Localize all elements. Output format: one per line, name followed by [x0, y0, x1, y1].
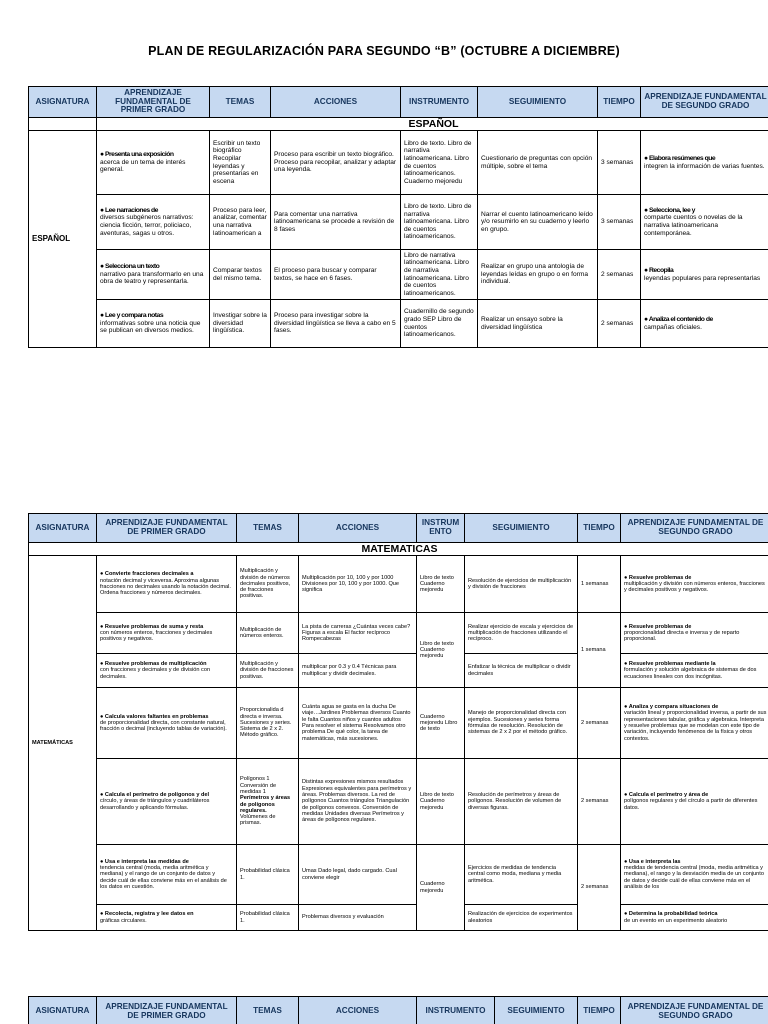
table-row [29, 556, 768, 613]
acciones-cell: Problemas diversos y evaluación [299, 905, 417, 931]
header-row [29, 87, 768, 118]
header-temas: TEMAS [210, 87, 271, 118]
header-tiempo: TIEMPO [578, 514, 621, 543]
ap2-cell: ● Recopila leyendas populares para representarlas [641, 250, 768, 300]
header-tiempo: TIEMPO [578, 997, 621, 1024]
acciones-cell: Umas Dado legal, dado cargado. Cual conviene elegir [299, 845, 417, 905]
tiempo-cell: 2 semanas [578, 759, 621, 845]
seguimiento-cell: Realizar un ensayo sobre la diversidad lingüística [478, 300, 598, 348]
temas-cell: Multiplicación y división de números decimales positivos, de fracciones positivas. [237, 556, 299, 613]
header-aprendizaje-primer: APRENDIZAJE FUNDAMENTAL DE PRIMER GRADO [97, 87, 210, 118]
temas-cell: Proceso para leer, analizar, comentar una narrativa latinoamerican a [210, 195, 271, 250]
header-seguimiento: SEGUIMIENTO [495, 997, 578, 1024]
ap1-cell: ● Lee narraciones de diversos subgéneros narrativos: ciencia ficción, terror, policiaco, aventuras, sagas u otros. [97, 195, 210, 250]
ap2-cell: ● Calcula el perímetro y área de polígonos regulares y del círculo a partir de diferentes datos. [621, 759, 768, 845]
header-instrumento: INSTRUM ENTO [417, 514, 465, 543]
acciones-cell: Multiplicación por 10, 100 y por 1000 Divisiones por 10, 100 y por 1000. Que significa [299, 556, 417, 613]
header-tiempo: TIEMPO [598, 87, 641, 118]
tiempo-cell: 2 semanas [578, 845, 621, 931]
acciones-cell: Cuánta agua se gasta en la ducha De viaje…Jardines Problemas diversos Cuanto le falta Cuantos niños y cuantos adultos Para resolver el sistema Resolvamos otro problema De qué color, la tarea de matemáticas, más sucesiones. [299, 688, 417, 759]
tiempo-cell: 2 semanas [598, 250, 641, 300]
temas-cell: Comparar textos del mismo tema. [210, 250, 271, 300]
table-row [29, 759, 768, 845]
seguimiento-cell: Enfatizar la técnica de multiplicar o dividir decimales [465, 654, 578, 688]
ap1-cell: ● Selecciona un texto narrativo para transformarlo en una obra de teatro y representarla. [97, 250, 210, 300]
instrumento-cell: Libro de texto. Libro de narrativa latinoamericana. Libro de cuentos latinoamericanos. Cuaderno mejoredu [401, 131, 478, 195]
header-acciones: ACCIONES [299, 514, 417, 543]
header-acciones: ACCIONES [271, 87, 401, 118]
header-aprendizaje-segundo: APRENDIZAJE FUNDAMENTAL DE SEGUNDO GRADO [621, 514, 768, 543]
header-instrumento: INSTRUMENTO [401, 87, 478, 118]
seguimiento-cell: Realizar en grupo una antología de leyendas leídas en grupo o en forma individual. [478, 250, 598, 300]
seguimiento-cell: Ejercicios de medidas de tendencia central como moda, mediana y media aritmética. [465, 845, 578, 905]
table-row [29, 688, 768, 759]
tiempo-cell: 1 semanas [578, 556, 621, 613]
ap1-cell: ● Calcula el perímetro de polígonos y del círculo, y áreas de triángulos y cuadriláteros desarrollando y aplicando fórmulas. [97, 759, 237, 845]
instrumento-cell: Libro de texto Cuaderno mejoredu [417, 556, 465, 613]
ap2-cell: ● Determina la probabilidad teórica de un evento en un experimento aleatorio [621, 905, 768, 931]
header-acciones: ACCIONES [299, 997, 417, 1024]
page-title: PLAN DE REGULARIZACIÓN PARA SEGUNDO “B” (OCTUBRE A DICIEMBRE) [148, 44, 620, 58]
subject-cell: MATEMÁTICAS [29, 556, 97, 931]
header-seguimiento: SEGUIMIENTO [465, 514, 578, 543]
espanol-table [28, 86, 768, 348]
ap2-cell: ● Selecciona, lee y comparte cuentos o novelas de la narrativa latinoamericana contemporánea. [641, 195, 768, 250]
seguimiento-cell: Realizar ejercicio de escala y ejercicios de multiplicación de fracciones utilizando el recíproco. [465, 613, 578, 654]
ap2-cell: ● Resuelve problemas de multiplicación y división con números enteros, fracciones y decimales positivos y negativos. [621, 556, 768, 613]
header-asignatura: ASIGNATURA [29, 997, 97, 1024]
header-aprendizaje-primer: APRENDIZAJE FUNDAMENTAL DE PRIMER GRADO [97, 997, 237, 1024]
acciones-cell: Para comentar una narrativa latinoamericana se procede a revisión de 8 fases [271, 195, 401, 250]
instrumento-cell: Libro de narrativa latinoamericana. Libro de narrativa latinoamericana. Libro de cuentos latinoamericanos. [401, 250, 478, 300]
header-aprendizaje-segundo: APRENDIZAJE FUNDAMENTAL DE SEGUNDO GRADO [641, 87, 768, 118]
header-aprendizaje-segundo: APRENDIZAJE FUNDAMENTAL DE SEGUNDO GRADO [621, 997, 768, 1024]
temas-cell: Polígonos 1 Conversión de medidas 1 Perímetros y áreas de polígonos regulares. Volúmenes de prismas. [237, 759, 299, 845]
ap1-cell: ● Lee y compara notas informativas sobre una noticia que se publican en diversos medios. [97, 300, 210, 348]
temas-cell: Multiplicación de números enteros. [237, 613, 299, 654]
temas-cell: Multiplicación y división de fracciones positivas. [237, 654, 299, 688]
header-aprendizaje-primer: APRENDIZAJE FUNDAMENTAL DE PRIMER GRADO [97, 514, 237, 543]
section-title: MATEMATICAS [29, 543, 768, 556]
temas-cell: Escribir un texto biográfico Recopilar leyendas y presentarias en escena [210, 131, 271, 195]
ap1-cell: ● Recolecta, registra y lee datos en gráficas circulares. [97, 905, 237, 931]
temas-cell: Proporcionalida d directa e inversa. Sucesiones y series. Sistema de 2 x 2. Método gráfico. [237, 688, 299, 759]
tiempo-cell: 3 semanas [598, 195, 641, 250]
ap2-cell: ● Analiza el contenido de campañas oficiales. [641, 300, 768, 348]
header-asignatura: ASIGNATURA [29, 514, 97, 543]
temas-cell: Probabilidad clásica 1. [237, 845, 299, 905]
ap1-cell: ● Usa e interpreta las medidas de tendencia central (moda, media aritmética y mediana) y el rango de un conjunto de datos y decide cuál de ellas conviene más en el análisis de los datos en cuestión. [97, 845, 237, 905]
instrumento-cell: Libro de texto Cuaderno mejoredu [417, 759, 465, 845]
instrumento-cell: Cuaderno mejoredu [417, 845, 465, 931]
acciones-cell: Proceso para escribir un texto biográfico. Proceso para recopilar, analizar y adaptar una leyenda. [271, 131, 401, 195]
ap1-cell: ● Resuelve problemas de multiplicación con fracciones y decimales y de división con decimales. [97, 654, 237, 688]
acciones-cell: La pista de carreras ¿Cuántas veces cabe? Figuras a escala El factor recíproco Rompecabezas [299, 613, 417, 654]
tiempo-cell: 2 semanas [578, 688, 621, 759]
temas-cell: Probabilidad clásica 1. [237, 905, 299, 931]
seguimiento-cell: Cuestionario de preguntas con opción múltiple, sobre el tema [478, 131, 598, 195]
header-row [29, 997, 768, 1024]
instrumento-cell: Libro de texto. Libro de narrativa latinoamericana. Libro de cuentos latinoamericanos. [401, 195, 478, 250]
instrumento-cell: Cuaderno mejoredu Libro de texto [417, 688, 465, 759]
seguimiento-cell: Resolución de perímetros y áreas de polígonos. Resolución de volumen de diversas figuras. [465, 759, 578, 845]
ap1-cell: ● Presenta una exposición acerca de un tema de interés general. [97, 131, 210, 195]
table-row [29, 250, 768, 300]
header-asignatura: ASIGNATURA [29, 87, 97, 118]
seguimiento-cell: Narrar el cuento latinoamericano leído y/o resumirlo en su cuaderno y leerlo en grupo. [478, 195, 598, 250]
section-row [29, 118, 768, 131]
third-table [28, 996, 768, 1024]
instrumento-cell: Cuadernillo de segundo grado SEP Libro de cuentos latinoamericanos. [401, 300, 478, 348]
ap2-cell: ● Usa e interpreta las medidas de tendencia central (moda, media aritmética y mediana), el rango y la desviación media de un conjunto de datos y decide cuál de ellas conviene más en el análisis de los [621, 845, 768, 905]
tiempo-cell: 1 semana [578, 613, 621, 688]
header-seguimiento: SEGUIMIENTO [478, 87, 598, 118]
subject-cell: ESPAÑOL [29, 131, 97, 348]
table-row [29, 905, 768, 931]
temas-cell: Investigar sobre la diversidad lingüística. [210, 300, 271, 348]
instrumento-cell: Libro de texto Cuaderno mejoredu [417, 613, 465, 688]
tiempo-cell: 3 semanas [598, 131, 641, 195]
header-temas: TEMAS [237, 997, 299, 1024]
table-row [29, 613, 768, 654]
ap2-cell: ● Elabora resúmenes que integren la información de varias fuentes. [641, 131, 768, 195]
table-row [29, 300, 768, 348]
section-title: ESPAÑOL [97, 118, 768, 131]
ap2-cell: ● Analiza y compara situaciones de variación lineal y proporcionalidad inversa, a partir de sus representaciones tabular, gráfica y algebraica. Interpreta y resuelve problemas que se modelan con este tipo de variación, incluyendo fenómenos de la física y otros contextos. [621, 688, 768, 759]
header-temas: TEMAS [237, 514, 299, 543]
acciones-cell: Proceso para investigar sobre la diversidad lingüística se lleva a cabo en 5 fases. [271, 300, 401, 348]
seguimiento-cell: Realización de ejercicios de experimentos aleatorios [465, 905, 578, 931]
ap1-cell: ● Convierte fracciones decimales a notación decimal y viceversa. Aproxima algunas fracciones no decimales usando la notación decimal. Ordena fracciones y números decimales. [97, 556, 237, 613]
table-row [29, 654, 768, 688]
acciones-cell: multiplicar por 0.3 y 0.4 Técnicas para multiplicar y dividir decimales. [299, 654, 417, 688]
header-row [29, 514, 768, 543]
seguimiento-cell: Manejo de proporcionalidad directa con ejemplos. Sucesiones y series forma fórmulas de resolución. Resolución de sistemas de 2 x 2 por el método gráfico. [465, 688, 578, 759]
tiempo-cell: 2 semanas [598, 300, 641, 348]
header-instrumento: INSTRUMENTO [417, 997, 495, 1024]
table-row [29, 195, 768, 250]
acciones-cell: El proceso para buscar y comparar textos, se hace en 6 fases. [271, 250, 401, 300]
table-row [29, 845, 768, 905]
ap2-cell: ● Resuelve problemas de proporcionalidad directa e inversa y de reparto proporcional. [621, 613, 768, 654]
section-row [29, 543, 768, 556]
ap1-cell: ● Calcula valores faltantes en problemas de proporcionalidad directa, con constante natural, fracción o decimal (incluyendo tablas de variación). [97, 688, 237, 759]
seguimiento-cell: Resolución de ejercicios de multiplicación y división de fracciones [465, 556, 578, 613]
ap1-cell: ● Resuelve problemas de suma y resta con números enteros, fracciones y decimales positivos y negativos. [97, 613, 237, 654]
acciones-cell: Distintas expresiones mismos resultados Expresiones equivalentes para perímetros y áreas. Problemas diversos. La red de polígonos Cuantos triángulos Triangulación de polígonos convexos. Conversión de medidas Unidades diversas Perímetros y áreas de polígonos regulares. [299, 759, 417, 845]
table-row [29, 131, 768, 195]
matematicas-table [28, 513, 768, 931]
ap2-cell: ● Resuelve problemas mediante la formulación y solución algebraica de sistemas de dos ecuaciones lineales con dos incógnitas. [621, 654, 768, 688]
